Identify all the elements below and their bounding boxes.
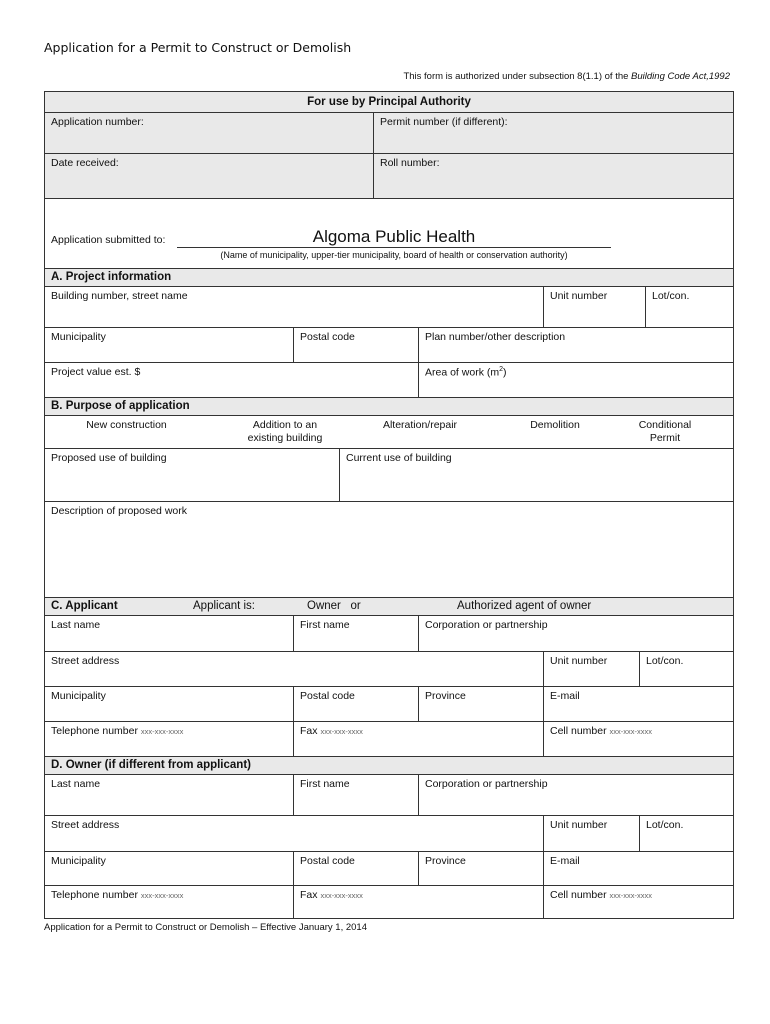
permit-form [44,91,734,919]
roll-number-field[interactable]: Roll number: [373,154,733,198]
submitted-to-underline [177,247,611,248]
municipality-field[interactable]: Municipality [51,331,106,343]
owner-telephone-placeholder: xxx-xxx-xxxx [140,891,184,900]
date-received-field[interactable]: Date received: [51,157,119,169]
owner-last-name-field[interactable]: Last name [51,778,101,790]
owner-unit-field[interactable]: Unit number [543,816,639,851]
applicant-municipality-field[interactable]: Municipality [51,690,106,702]
permit-number-field[interactable]: Permit number (if different): [373,113,733,153]
applicant-fax-field[interactable]: Fax xxx-xxx-xxxx [293,722,543,756]
owner-postal-field[interactable]: Postal code [293,852,418,885]
principal-authority-heading: For use by Principal Authority [45,92,733,113]
section-d-row-4 [45,885,733,919]
owner-lot-field[interactable]: Lot/con. [639,816,733,851]
section-c-row-2 [45,651,733,686]
applicant-unit-field[interactable]: Unit number [543,652,639,686]
authorization-note: This form is authorized under subsection 8(1.1) of the Building Code Act,1992 [403,71,730,82]
option-alteration-repair[interactable]: Alteration/repair [382,419,458,431]
section-c-row-3 [45,686,733,721]
proposed-use-field[interactable]: Proposed use of building [51,452,167,464]
applicant-first-name-field[interactable]: First name [293,616,418,651]
purpose-options-row [45,416,733,448]
applicant-last-name-field[interactable]: Last name [51,619,101,631]
section-c-row-1 [45,616,733,651]
description-field[interactable]: Description of proposed work [51,505,187,517]
form-footer: Application for a Permit to Construct or Demolish – Effective January 1, 2014 [44,922,367,933]
owner-email-field[interactable]: E-mail [543,852,733,885]
section-d-heading: D. Owner (if different from applicant) [45,756,733,775]
applicant-email-field[interactable]: E-mail [543,687,733,721]
section-d-row-1 [45,775,733,815]
owner-first-name-field[interactable]: First name [293,775,418,815]
area-of-work-field[interactable]: Area of work $(m^2)$ [418,363,733,397]
owner-telephone-field[interactable]: Telephone number xxx-xxx-xxxx [51,889,184,901]
owner-cell-field[interactable]: Cell number xxx-xxx-xxxx [543,886,733,919]
applicant-cell-field[interactable]: Cell number xxx-xxx-xxxx [543,722,733,756]
plan-number-field[interactable]: Plan number/other description [418,328,733,362]
application-number-field[interactable]: Application number: [51,116,144,128]
owner-corporation-field[interactable]: Corporation or partnership [418,775,733,815]
applicant-lot-field[interactable]: Lot/con. [639,652,733,686]
applicant-telephone-field[interactable]: Telephone number xxx-xxx-xxxx [51,725,184,737]
section-a-row-2 [45,327,733,362]
owner-municipality-field[interactable]: Municipality [51,855,106,867]
section-c-heading-row [45,597,733,616]
section-c-heading: C. Applicant [51,600,118,612]
section-d-row-2 [45,815,733,851]
section-a-row-3 [45,362,733,397]
section-b-heading: B. Purpose of application [45,397,733,416]
unit-number-field[interactable]: Unit number [543,287,645,327]
submitted-to-label: Application submitted to: [51,234,166,246]
option-new-construction[interactable]: New construction [86,419,167,431]
option-demolition[interactable]: Demolition [530,419,580,431]
section-d-row-3 [45,851,733,885]
current-use-field[interactable]: Current use of building [339,449,733,501]
submitted-to-note: (Name of municipality, upper-tier municipality, board of health or conservation authority) [220,250,568,260]
principal-row-2 [45,153,733,198]
option-conditional-permit[interactable]: Conditional Permit [638,419,692,444]
section-b-row-use [45,448,733,501]
section-b-row-description [45,501,733,597]
submitted-to-value[interactable]: Algoma Public Health [312,227,476,246]
owner-cell-placeholder: xxx-xxx-xxxx [609,891,653,900]
applicant-province-field[interactable]: Province [418,687,543,721]
option-authorized-agent[interactable]: Authorized agent of owner [457,600,592,612]
option-owner[interactable]: Owner or [307,600,361,612]
applicant-postal-field[interactable]: Postal code [293,687,418,721]
lot-con-field[interactable]: Lot/con. [645,287,733,327]
applicant-street-field[interactable]: Street address [51,655,120,667]
fax-placeholder: xxx-xxx-xxxx [320,727,363,736]
project-value-field[interactable]: Project value est. $ [51,366,141,378]
principal-row-1 [45,113,733,153]
option-addition[interactable]: Addition to an existing building [247,419,323,444]
owner-province-field[interactable]: Province [418,852,543,885]
postal-code-field[interactable]: Postal code [293,328,418,362]
section-a-row-1 [45,287,733,327]
section-a-heading: A. Project information [45,268,733,287]
building-street-field[interactable]: Building number, street name [51,290,188,302]
applicant-is-label: Applicant is: [193,600,256,612]
owner-street-field[interactable]: Street address [51,819,120,831]
owner-fax-placeholder: xxx-xxx-xxxx [320,891,363,900]
telephone-placeholder: xxx-xxx-xxxx [140,727,184,736]
owner-fax-field[interactable]: Fax xxx-xxx-xxxx [293,886,543,919]
applicant-corporation-field[interactable]: Corporation or partnership [418,616,733,651]
form-title: Application for a Permit to Construct or Demolish [44,40,352,55]
cell-placeholder: xxx-xxx-xxxx [609,727,653,736]
submitted-to-row [45,198,733,268]
section-c-row-4 [45,721,733,756]
